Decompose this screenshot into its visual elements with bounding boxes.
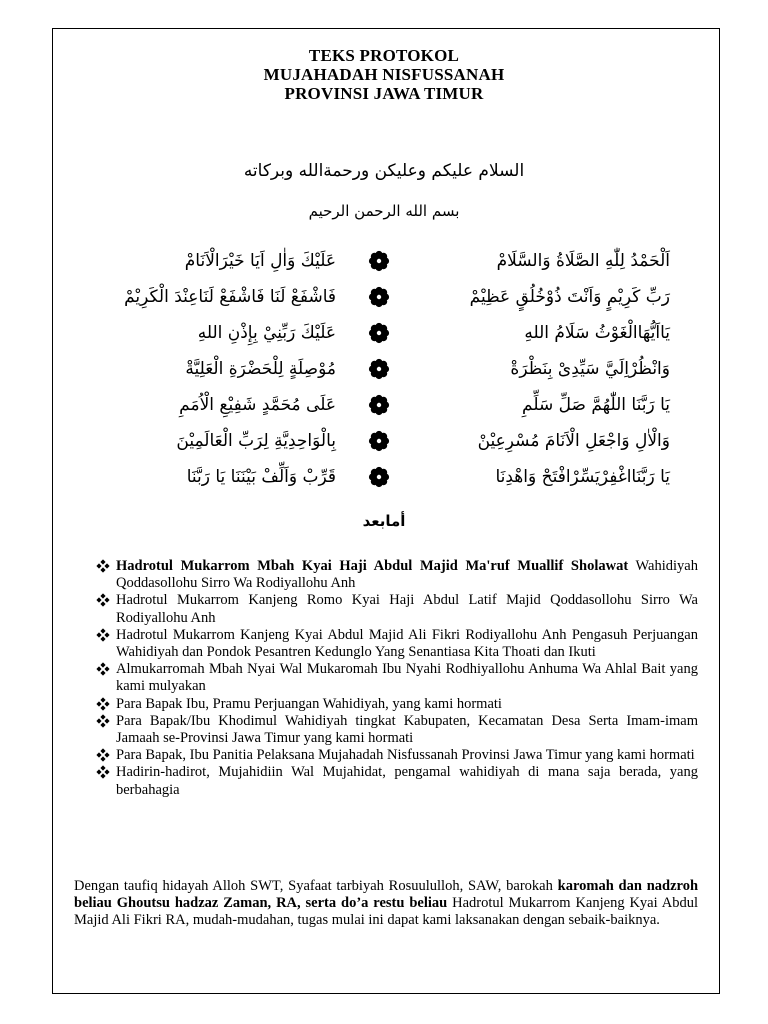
verse-first-half: وَانْظُرْاِلَيَّ سَيِّدِىْ بِنَظْرَةْ: [510, 359, 670, 379]
verse-first-half: وَالْاٰلِ وَاجْعَلِ الْاَنَامَ مُسْرِعِيْنْ: [477, 431, 670, 451]
flower-ornament-icon: [368, 250, 390, 272]
list-item: [96, 713, 698, 747]
list-item-text: Hadirin-hadirot, Mujahidiin Wal Mujahidat, pengamal wahidiyah di mana saja berada, yang berbahagia: [116, 764, 698, 798]
verse-first-half: يَا رَبَّنَااغْفِرْيَسِّرْافْتَحْ وَاهْدِنَا: [495, 467, 670, 487]
list-item-text: Hadrotul Mukarrom Kanjeng Kyai Abdul Majid Ali Fikri Rodiyallohu Anh Pengasuh Perjuangan Wahidiyah dan Pondok Pesantren Kedunglo Yang Senantiasa Kita Thoati dan Ikuti: [116, 626, 698, 661]
flower-ornament-icon: [368, 286, 390, 308]
list-item: [96, 764, 698, 798]
list-item: [96, 661, 698, 695]
list-item-text: Wahidiyah Qoddasollohu Sirro Wa Rodiyallohu Anh: [116, 558, 698, 592]
list-item-text: Para Bapak, Ibu Panitia Pelaksana Mujahadah Nisfussanah Provinsi Jawa Timur yang kami hormati: [116, 747, 695, 764]
verse-row: [100, 390, 670, 420]
verse-second-half: عَلَى مُحَمَّدٍ شَفِيْعِ الْاُمَمِ: [179, 395, 336, 415]
closing-paragraph: [74, 878, 698, 929]
verse-second-half: قَرِّبْ وَاَلِّفْ بَيْنَنَا يَا رَبَّنَا: [186, 467, 336, 487]
closing-part-3: Hadrotul Mukarrom Kanjeng Kyai Abdul Majid Ali Fikri RA, mudah-mudahan, tugas mulai ini dapat kami laksanakan dengan sebaik-baiknya.: [74, 895, 698, 928]
list-item-text: Para Bapak/Ibu Khodimul Wahidiyah tingkat Kabupaten, Kecamatan Desa Serta Imam-imam Jamaah se-Provinsi Jawa Timur yang kami hormati: [116, 712, 698, 747]
verse-second-half: مُوْصِلَةٍ لِلْحَضْرَةِ الْعَلِيَّةْ: [185, 359, 336, 379]
salutation-list: [96, 558, 698, 799]
verse-first-half: يَااَيُّهَاالْغَوْثُ سَلَامُ اللهِ: [524, 323, 670, 343]
list-item: [96, 592, 698, 626]
verse-second-half: عَلَيْكَ وَاٰلِ اَيَا خَيْرَالْاَنَامْ: [184, 251, 336, 271]
list-item-text: Para Bapak Ibu, Pramu Perjuangan Wahidiyah, yang kami hormati: [116, 695, 502, 712]
diamond-bullet-icon: [96, 748, 110, 762]
ammaba-heading: أمابعد: [362, 512, 406, 530]
greeting-salam: السلام عليكم وعليكن ورحمةالله وبركاته: [243, 161, 525, 181]
diamond-bullet-icon: [96, 697, 110, 711]
verse-second-half: فَاشْفَعْ لَنَا فَاشْفَعْ لَنَاعِنْدَ الْكَرِيْمْ: [124, 287, 336, 307]
verse-row: [100, 318, 670, 348]
diamond-bullet-icon: [96, 559, 110, 573]
list-item: [96, 558, 698, 592]
list-item-bold-text: Hadrotul Mukarrom Mbah Kyai Haji Abdul Majid Ma'ruf Muallif Sholawat: [116, 558, 629, 574]
verse-row: [100, 462, 670, 492]
list-item-text: Almukarromah Mbah Nyai Wal Mukaromah Ibu Nyahi Rodhiyallohu Anhuma Wa Ahlal Bait yang kami mulyakan: [116, 661, 698, 695]
diamond-bullet-icon: [96, 628, 110, 642]
basmalah: بسم الله الرحمن الرحيم: [308, 202, 460, 220]
list-item: [96, 627, 698, 661]
closing-part-2: karomah dan nadzroh beliau Ghoutsu hadzaz Zaman, RA, serta do’a restu beliau: [74, 878, 699, 911]
verse-first-half: يَا رَبَّنَا اللّٰهُمَّ صَلِّ سَلِّمِ: [522, 395, 670, 415]
verse-row: [100, 282, 670, 312]
diamond-bullet-icon: [96, 714, 110, 728]
flower-ornament-icon: [368, 466, 390, 488]
list-item: [96, 747, 698, 764]
flower-ornament-icon: [368, 430, 390, 452]
verse-row: [100, 246, 670, 276]
flower-ornament-icon: [368, 358, 390, 380]
verse-second-half: بِالْوَاحِدِيَّةِ لِرَبِّ الْعَالَمِيْنَ: [176, 431, 336, 451]
title-line-2: MUJAHADAH NISFUSSANAH: [263, 65, 505, 84]
flower-ornament-icon: [368, 322, 390, 344]
document-title: [0, 46, 768, 103]
diamond-bullet-icon: [96, 662, 110, 676]
diamond-bullet-icon: [96, 593, 110, 607]
verse-row: [100, 354, 670, 384]
verse-row: [100, 426, 670, 456]
verse-second-half: عَلَيْكَ رَبِّنِيْ بِإِذْنِ اللهِ: [197, 323, 336, 343]
flower-ornament-icon: [368, 394, 390, 416]
verse-first-half: رَبِّ كَرِيْمٍ وَاَنْتَ ذُوْخُلُقٍ عَظِيْمْ: [469, 287, 670, 307]
diamond-bullet-icon: [96, 765, 110, 779]
list-item: [96, 696, 698, 713]
list-item-text: Hadrotul Mukarrom Kanjeng Romo Kyai Haji Abdul Latif Majid Qoddasollohu Sirro Wa Rodiyallohu Anh: [116, 592, 698, 626]
closing-part-1: Dengan taufiq hidayah Alloh SWT, Syafaat tarbiyah Rosuululloh, SAW, barokah: [74, 878, 558, 894]
title-line-3: PROVINSI JAWA TIMUR: [284, 84, 484, 103]
title-line-1: TEKS PROTOKOL: [308, 46, 460, 65]
verse-first-half: اَلْحَمْدُ لِلّٰهِ الصَّلَاةُ وَالسَّلَامْ: [496, 251, 670, 271]
